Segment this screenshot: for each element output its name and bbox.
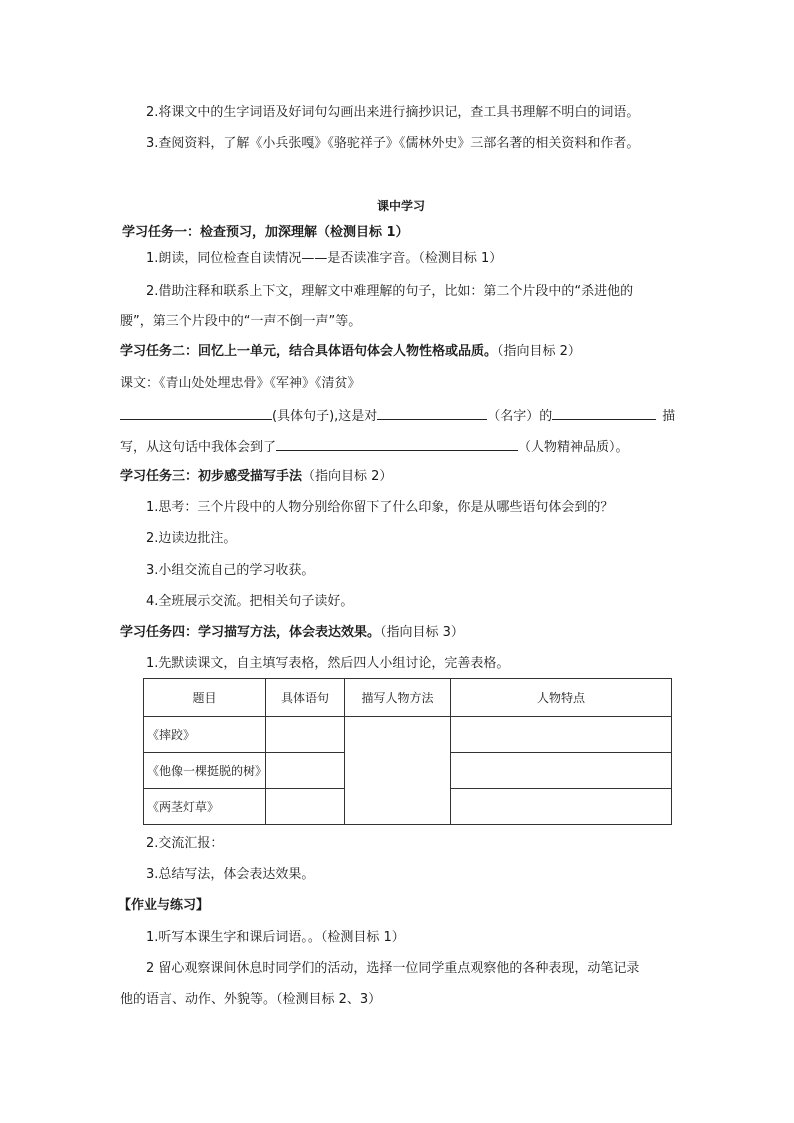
task3-heading: 学习任务三：初步感受描写手法 <box>120 469 303 484</box>
task1-item-2-cont: 腰”，第三个片段中的“一声不倒一声”等。 <box>120 314 362 329</box>
table-cell-title: 《两茎灯草》 <box>144 789 266 825</box>
table-cell-sentence[interactable] <box>266 789 345 825</box>
blank-quality[interactable] <box>276 436 518 451</box>
task3-item-1: 1.思考：三个片段中的人物分别给你留下了什么印象，你是从哪些语句体会到的？ <box>146 500 614 515</box>
task4-item-3: 3.总结写法，体会表达效果。 <box>146 867 315 882</box>
blank-description[interactable] <box>552 405 656 420</box>
task3-item-3: 3.小组交流自己的学习收获。 <box>146 563 315 578</box>
table-row <box>144 717 672 753</box>
fill-text-2: （名字）的 <box>487 409 553 424</box>
table-cell-title: 《摔跤》 <box>144 717 266 753</box>
task4-item-2: 2.交流汇报： <box>146 836 224 851</box>
blank-sentence[interactable] <box>120 405 272 420</box>
fill-text-3: 描 <box>662 409 676 424</box>
task4-heading-note: （指向目标 3） <box>380 625 464 640</box>
table-cell-method[interactable] <box>345 717 451 825</box>
task2-fill-line-1 <box>120 405 675 426</box>
homework-heading: 【作业与练习】 <box>118 898 210 913</box>
table-cell-trait[interactable] <box>451 717 672 753</box>
fill-text-4: 写，从这句话中我体会到了 <box>120 440 277 455</box>
task2-fill-line-2 <box>120 436 629 457</box>
task3-heading-note: （指向目标 2） <box>302 469 393 484</box>
prep-item-3: 3.查阅资料，了解《小兵张嘎》《骆驼祥子》《儒林外史》三部名著的相关资料和作者。 <box>146 136 640 151</box>
homework-item-2: 2 留心观察课间休息时同学们的活动，选择一位同学重点观察他的各种表现，动笔记录 <box>146 961 640 976</box>
fill-text-5: （人物精神品质）。 <box>518 440 629 455</box>
section-title: 课中学习 <box>377 199 426 213</box>
table-cell-sentence[interactable] <box>266 753 345 789</box>
prep-item-2: 2.将课文中的生字词语及好词句勾画出来进行摘抄识记，查工具书理解不明白的词语。 <box>146 105 640 120</box>
task3-item-2: 2.边读边批注。 <box>146 531 237 546</box>
task4-heading-line <box>120 624 464 642</box>
homework-item-2-cont: 他的语言、动作、外貌等。（检测目标 2、3） <box>120 992 382 1007</box>
table-cell-title: 《他像一棵挺脱的树》 <box>144 753 266 789</box>
task4-heading: 学习任务四：学习描写方法，体会表达效果。 <box>120 625 381 640</box>
task2-texts: 课文：《青山处处埋忠骨》《军神》《清贫》 <box>120 376 361 391</box>
table-header: 人物特点 <box>451 679 672 717</box>
task1-heading: 学习任务一：检查预习，加深理解（检测目标 1） <box>122 225 409 240</box>
table-header: 题目 <box>144 679 266 717</box>
homework-item-1: 1.听写本课生字和课后词语。。（检测目标 1） <box>146 930 405 945</box>
task3-heading-line <box>120 468 392 486</box>
task2-heading-note: （指向目标 2） <box>497 344 581 359</box>
task1-item-1: 1.朗读，同位检查自读情况——是否读准字音。（检测目标 1） <box>146 251 503 266</box>
table-header-row <box>144 679 672 717</box>
task2-heading: 学习任务二：回忆上一单元，结合具体语句体会人物性格或品质。 <box>120 344 498 359</box>
table-cell-trait[interactable] <box>451 753 672 789</box>
task3-item-4: 4.全班展示交流。把相关句子读好。 <box>146 594 354 609</box>
task4-item-1: 1.先默读课文，自主填写表格，然后四人小组讨论，完善表格。 <box>146 656 510 671</box>
table-cell-sentence[interactable] <box>266 717 345 753</box>
description-table <box>143 678 672 825</box>
task1-item-2: 2.借助注释和联系上下文，理解文中难理解的句子，比如：第二个片段中的“杀进他的 <box>146 284 634 299</box>
task2-heading-line <box>120 343 581 361</box>
table-cell-trait[interactable] <box>451 789 672 825</box>
fill-text-1: (具体句子),这是对 <box>272 409 378 424</box>
table-header: 描写人物方法 <box>345 679 451 717</box>
table-header: 具体语句 <box>266 679 345 717</box>
blank-name[interactable] <box>377 405 487 420</box>
